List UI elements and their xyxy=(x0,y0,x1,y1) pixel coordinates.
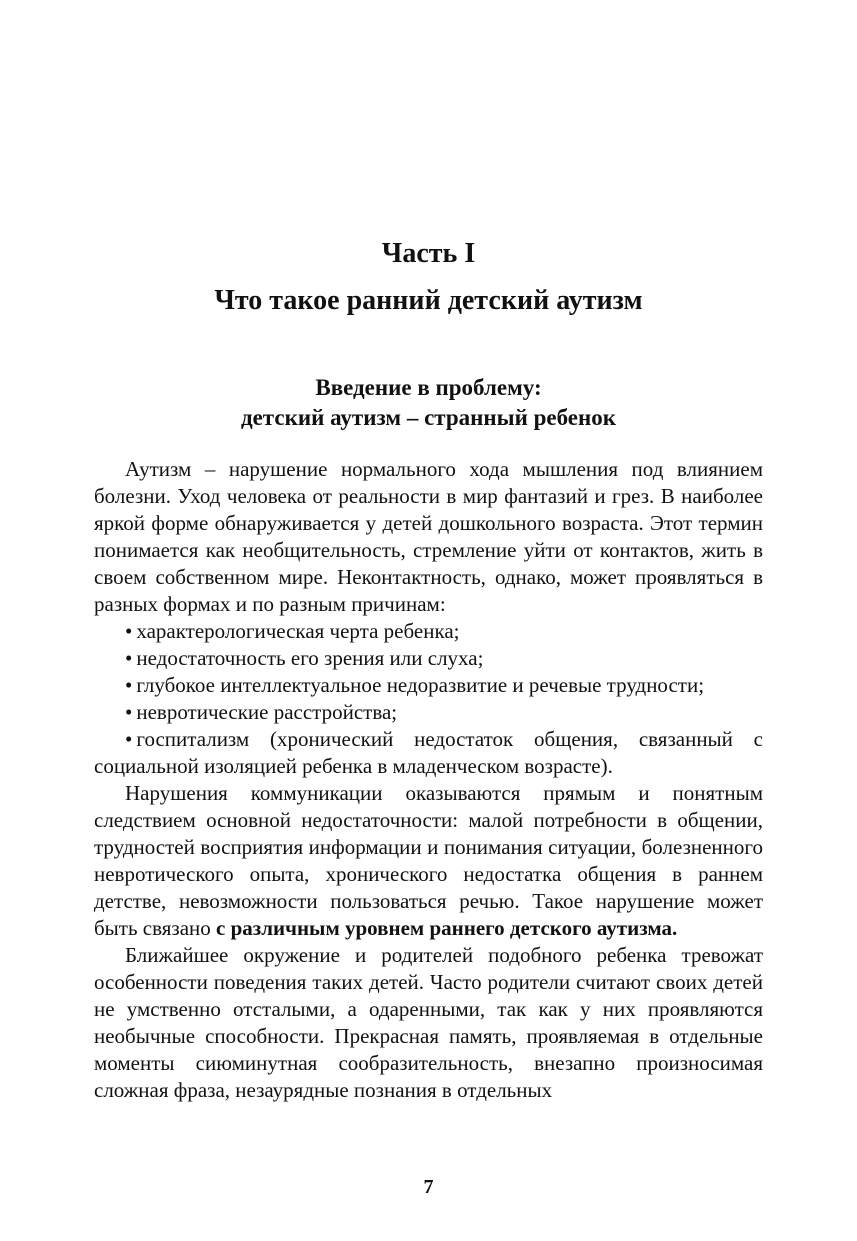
list-item xyxy=(94,618,763,645)
list-item xyxy=(94,672,763,699)
bullet-icon: • xyxy=(125,619,133,643)
paragraph-2-bold-text: с различным уровнем раннего детского аутизма. xyxy=(216,916,678,940)
section-heading xyxy=(0,373,857,433)
list-item-text: глубокое интеллектуальное недоразвитие и речевые трудности; xyxy=(136,673,705,697)
bullet-icon: • xyxy=(125,646,133,670)
bullet-icon: • xyxy=(125,727,133,751)
page-number: 7 xyxy=(423,1176,434,1198)
paragraph-3: Ближайшее окружение и родителей подобного ребенка тревожат особенности поведения таких детей. Часто родители считают своих детей не умственно отсталыми, а одаренными, так как у них проявляются необычные способности. Прекрасная память, проявляемая в отдельные моменты сиюминутная сообразительность, внезапно произносимая сложная фраза, незаурядные познания в отдельных xyxy=(94,943,763,1102)
paragraph-1: Аутизм – нарушение нормального хода мышления под влиянием болезни. Уход человека от реальности в мир фантазий и грез. В наиболее яркой форме обнаруживается у детей дошкольного возраста. Этот термин понимается как необщительность, стремление уйти от контактов, жить в своем собственном мире. Неконтактность, однако, может проявляться в разных формах и по разным причинам: xyxy=(94,457,763,616)
bullet-icon: • xyxy=(125,700,133,724)
bullet-list xyxy=(94,618,763,780)
part-title: Часть I xyxy=(381,238,476,269)
list-item xyxy=(94,726,763,780)
section-heading-line-1: Введение в проблему: xyxy=(315,375,542,400)
list-item-text: невротические расстройства; xyxy=(136,700,398,724)
list-item xyxy=(94,645,763,672)
list-item-text: недостаточность его зрения или слуха; xyxy=(136,646,484,670)
bullet-icon: • xyxy=(125,673,133,697)
paragraph-2-text: Нарушения коммуникации оказываются прямым и понятным следствием основной недостаточности: малой потребности в общении, трудностей восприятия информации и понимания ситуации, болезненного невротического опыта, хронического недостатка общения в раннем детстве, невозможности пользоваться речью. Такое нарушение может быть связано xyxy=(94,781,763,940)
paragraph-2 xyxy=(94,780,763,942)
list-item-text: госпитализм (хронический недостаток общения, связанный с социальной изоляцией ребенка в младенческом возрасте). xyxy=(94,727,763,778)
section-heading-line-2: детский аутизм – странный ребенок xyxy=(240,405,617,430)
list-item xyxy=(94,699,763,726)
chapter-title: Что такое ранний детский аутизм xyxy=(214,285,643,316)
list-item-text: характерологическая черта ребенка; xyxy=(136,619,460,643)
body-text xyxy=(94,456,763,1104)
